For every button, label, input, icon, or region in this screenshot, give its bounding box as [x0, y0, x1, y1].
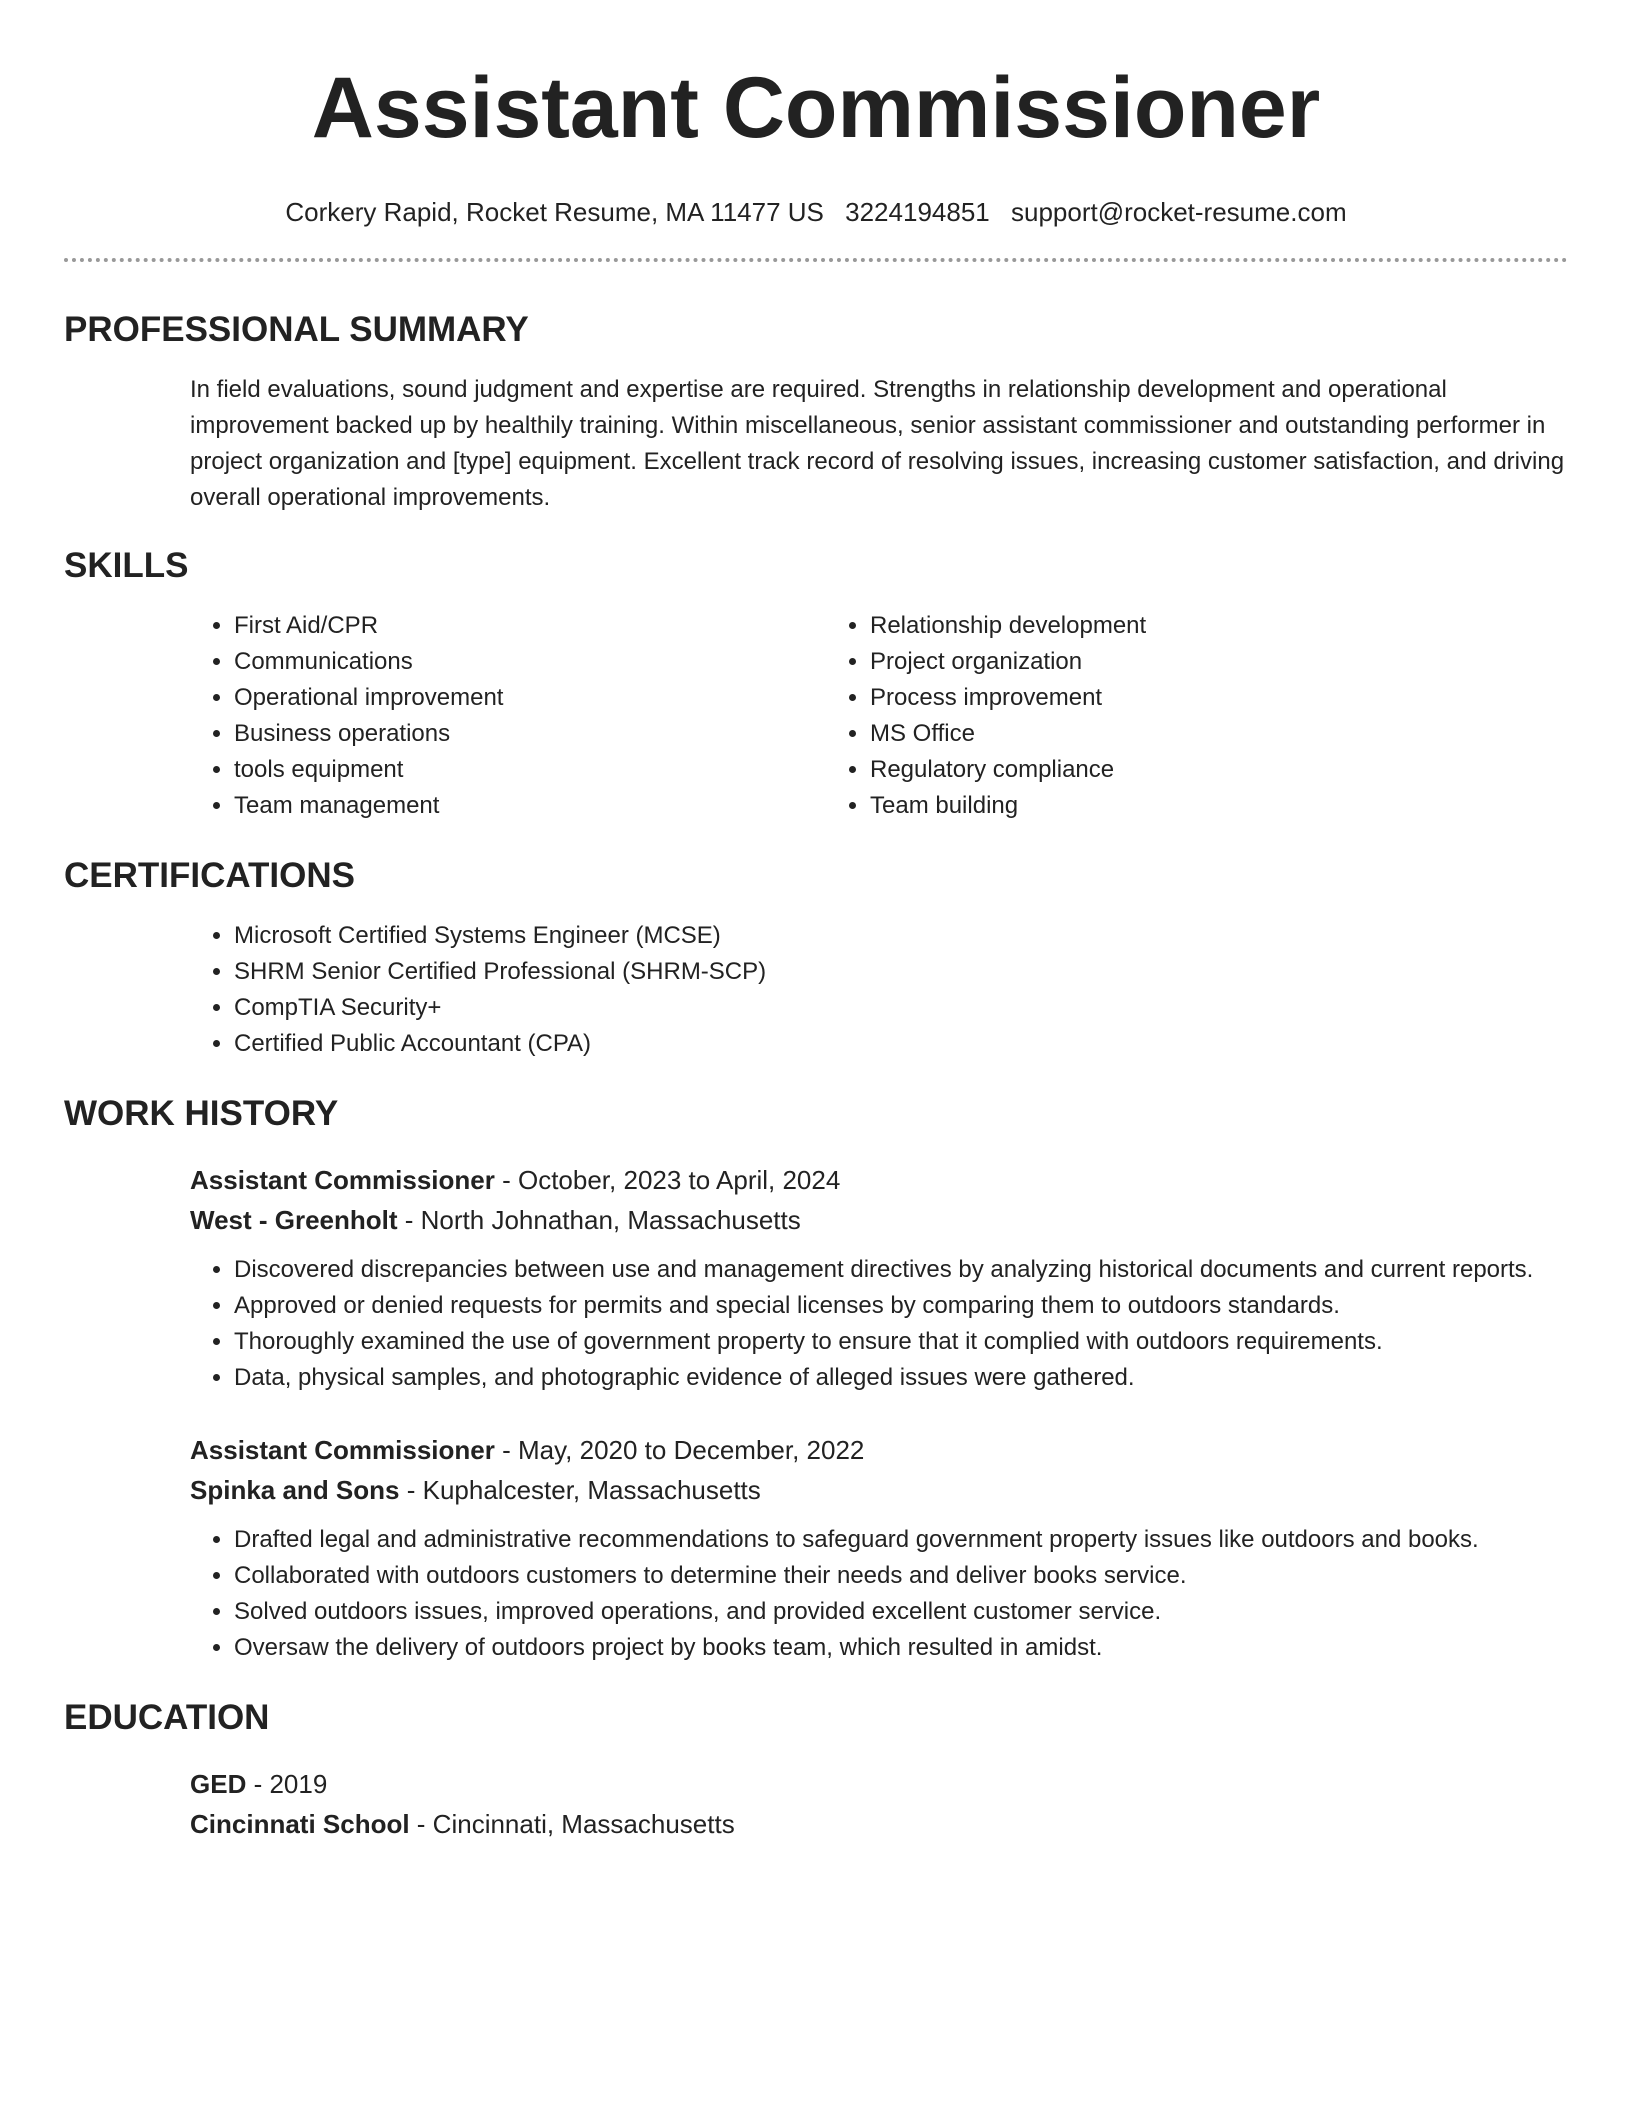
job-bullet: • Collaborated with outdoors customers to determine their needs and deliver books service.: [234, 1558, 1568, 1594]
job-bullet: • Drafted legal and administrative recommendations to safeguard government property issues like outdoors and books.: [234, 1522, 1568, 1558]
education-degree-line: [190, 1764, 1568, 1804]
job-role: Assistant Commissioner: [190, 1165, 495, 1195]
job-bullet: • Thoroughly examined the use of government property to ensure that it complied with outdoors requirements.: [234, 1324, 1568, 1360]
education-degree: GED: [190, 1769, 247, 1799]
education-year: - 2019: [246, 1769, 328, 1799]
skill-item: • Regulatory compliance: [870, 752, 1462, 788]
work-history-heading: WORK HISTORY: [64, 1094, 339, 1133]
skill-item: • Communications: [234, 644, 826, 680]
job-title-line: [190, 1160, 1568, 1200]
job-entry: [190, 1430, 1568, 1666]
education-heading: EDUCATION: [64, 1698, 270, 1737]
skill-item: • MS Office: [870, 716, 1462, 752]
certifications-heading: CERTIFICATIONS: [64, 856, 356, 895]
job-dates: - May, 2020 to December, 2022: [494, 1435, 865, 1465]
job-company-line: [190, 1470, 1568, 1510]
skill-item: • Process improvement: [870, 680, 1462, 716]
contact-address: Corkery Rapid, Rocket Resume, MA 11477 US: [285, 197, 824, 227]
skill-item: • Project organization: [870, 644, 1462, 680]
skill-item: • Team management: [234, 788, 826, 824]
summary-heading: PROFESSIONAL SUMMARY: [64, 310, 529, 349]
education-entry: [190, 1764, 1568, 1844]
certifications-list: [190, 918, 1568, 1062]
education-school: Cincinnati School: [190, 1809, 410, 1839]
skill-item: • Relationship development: [870, 608, 1462, 644]
job-title-line: [190, 1430, 1568, 1470]
education-location: - Cincinnati, Massachusetts: [409, 1809, 735, 1839]
job-bullet: • Discovered discrepancies between use and management directives by analyzing historical documents and current reports.: [234, 1252, 1568, 1288]
job-company: Spinka and Sons: [190, 1475, 400, 1505]
skills-list-left: [190, 608, 826, 824]
contact-line: [64, 196, 1568, 228]
skill-item: • Team building: [870, 788, 1462, 824]
certification-item: • CompTIA Security+: [234, 990, 1568, 1026]
job-bullet: • Data, physical samples, and photographic evidence of alleged issues were gathered.: [234, 1360, 1568, 1396]
skill-item: • First Aid/CPR: [234, 608, 826, 644]
skills-columns: [190, 608, 1568, 824]
education-school-line: [190, 1804, 1568, 1844]
skills-heading: SKILLS: [64, 546, 189, 585]
job-bullet: • Approved or denied requests for permits and special licenses by comparing them to outdoors standards.: [234, 1288, 1568, 1324]
job-entry: [190, 1160, 1568, 1396]
job-bullet: • Solved outdoors issues, improved operations, and provided excellent customer service.: [234, 1594, 1568, 1630]
job-location: - Kuphalcester, Massachusetts: [399, 1475, 761, 1505]
summary-text: In field evaluations, sound judgment and expertise are required. Strengths in relationship development and operational improvement backed up by healthily training. Within miscellaneous, senior assistant commissioner and outstanding performer in project organization and [type] equipment. Excellent track record of resolving issues, increasing customer satisfaction, and driving overall operational improvements.: [190, 376, 1565, 511]
certification-item: • Microsoft Certified Systems Engineer (MCSE): [234, 918, 1568, 954]
contact-phone: 3224194851: [845, 197, 990, 227]
skills-list-right: [826, 608, 1462, 824]
certification-item: • SHRM Senior Certified Professional (SHRM-SCP): [234, 954, 1568, 990]
job-bullet: • Oversaw the delivery of outdoors project by books team, which resulted in amidst.: [234, 1630, 1568, 1666]
skill-item: • Business operations: [234, 716, 826, 752]
job-location: - North Johnathan, Massachusetts: [397, 1205, 801, 1235]
job-role: Assistant Commissioner: [190, 1435, 495, 1465]
header-divider: [64, 258, 1568, 262]
job-bullets: [190, 1522, 1568, 1666]
certification-item: • Certified Public Accountant (CPA): [234, 1026, 1568, 1062]
contact-email: support@rocket-resume.com: [1010, 197, 1347, 227]
job-company: West - Greenholt: [190, 1205, 398, 1235]
candidate-name: Assistant Commissioner: [311, 60, 1321, 156]
job-company-line: [190, 1200, 1568, 1240]
job-bullets: [190, 1252, 1568, 1396]
job-dates: - October, 2023 to April, 2024: [494, 1165, 841, 1195]
skill-item: • Operational improvement: [234, 680, 826, 716]
skill-item: • tools equipment: [234, 752, 826, 788]
